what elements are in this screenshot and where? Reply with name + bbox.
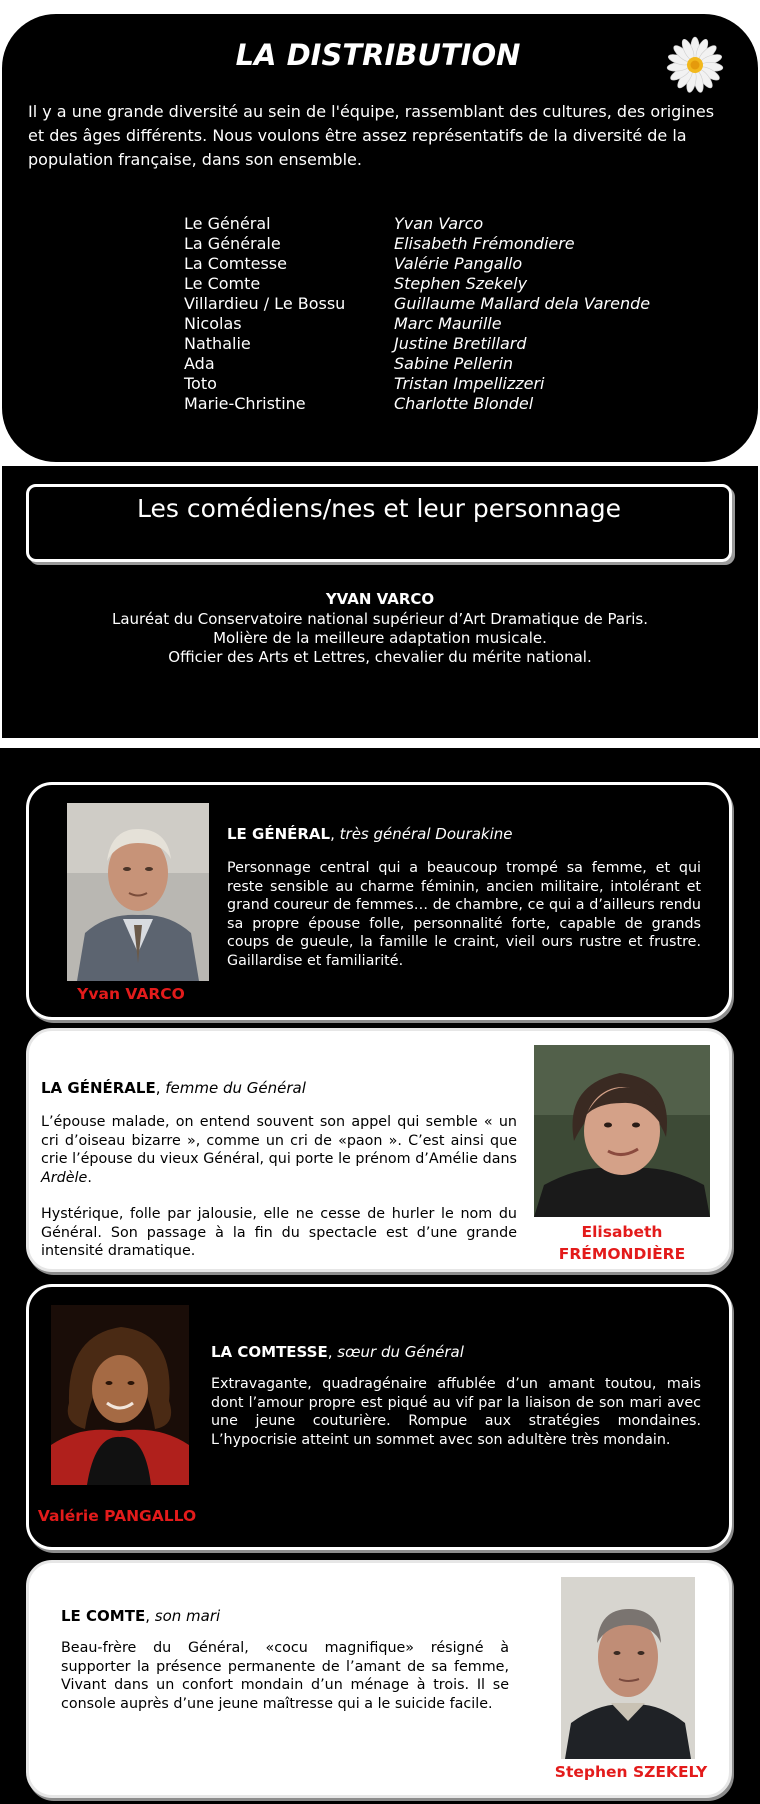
character-card-comtesse — [26, 1284, 732, 1550]
character-subtitle: femme du Général — [165, 1079, 306, 1097]
character-role: LE GÉNÉRAL — [227, 825, 331, 843]
character-description: Hystérique, folle par jalousie, elle ne cesse de hurler le nom du Général. Son passage à la fin du spectacle est d’une grande intensité dramatique. — [41, 1206, 517, 1260]
cast-row — [184, 214, 744, 234]
cast-actor: Guillaume Mallard dela Varende — [394, 294, 651, 313]
actor-first-name: Elisabeth — [581, 1223, 663, 1241]
actor-photo-szekely — [561, 1577, 695, 1759]
character-card-comte — [26, 1560, 732, 1798]
actor-last-name: FRÉMONDIÈRE — [558, 1245, 686, 1263]
cast-actor: Tristan Impellizzeri — [394, 374, 545, 393]
actor-photo-fremondiere — [534, 1045, 710, 1217]
cast-role: La Comtesse — [184, 254, 287, 273]
character-role: LA GÉNÉRALE — [41, 1079, 156, 1097]
cast-role: Le Comte — [184, 274, 261, 293]
character-description: Extravagante, quadragénaire affublée d’un amant toutou, mais dont l’amour propre est piqué au vif par la liaison de son mari avec une jeune couturière. Rompue aux stratégies mondaines. L’hypocrisie atteint un sommet avec son adultère très mondain. — [211, 1376, 701, 1448]
character-role: LE COMTE — [61, 1607, 146, 1625]
actor-name: Yvan VARCO — [77, 985, 185, 1003]
cast-role: Villardieu / Le Bossu — [184, 294, 346, 313]
character-card-generale — [26, 1028, 732, 1272]
character-heading: LE GÉNÉRAL, très général Dourakine — [227, 825, 513, 843]
cast-row — [184, 394, 744, 414]
cast-actor: Elisabeth Frémondiere — [394, 234, 575, 253]
actor-name: Valérie PANGALLO — [37, 1507, 197, 1525]
actor-credit-line: Molière de la meilleure adaptation musicale. — [213, 629, 547, 647]
cast-list — [184, 214, 744, 414]
cast-actor: Sabine Pellerin — [394, 354, 514, 373]
cast-role: La Générale — [184, 234, 281, 253]
distribution-intro: Il y a une grande diversité au sein de l'équipe, rassemblant des cultures, des origines et des âges différents. Nous voulons être assez représentatifs de la diversité de la population française, dans son ensemble. — [28, 102, 715, 169]
character-card-general — [26, 782, 732, 1020]
cast-role: Toto — [184, 374, 217, 393]
cast-actor: Marc Maurille — [394, 314, 502, 333]
actor-name — [541, 1221, 703, 1265]
daisy-flower-icon — [666, 36, 724, 94]
character-role: LA COMTESSE — [211, 1343, 328, 1361]
cast-role: Nathalie — [184, 334, 251, 353]
cast-row — [184, 354, 744, 374]
actor-photo-varco — [67, 803, 209, 981]
cast-role: Le Général — [184, 214, 271, 233]
description-text: L’épouse malade, on entend souvent son appel qui semble « un cri d’oiseau bizarre », comme un cri de «paon ». C’est ainsi que crie l’épouse du vieux Général, qui porte le prénom d’Amélie dans — [41, 1114, 517, 1168]
character-heading: LA GÉNÉRALE, femme du Général — [41, 1079, 306, 1097]
actor-photo-pangallo — [51, 1305, 189, 1485]
cast-role: Marie-Christine — [184, 394, 306, 413]
cast-row — [184, 234, 744, 254]
character-subtitle: sœur du Général — [337, 1343, 464, 1361]
distribution-title: LA DISTRIBUTION — [235, 38, 521, 72]
character-description: Personnage central qui a beaucoup trompé sa femme, et qui reste sensible au charme féminin, ancien militaire, intolérant et grand coureur de femmes… de chambre, ce qui a d’ailleurs rendu sa propre épouse folle, personnalité forte, capable de grands coups de gueule, la famille le craint, vieil ours rustre et frustre. Gaillardise et familiarité. — [227, 860, 701, 969]
character-subtitle: très général Dourakine — [339, 825, 513, 843]
cast-actor: Charlotte Blondel — [394, 394, 534, 413]
cast-role: Ada — [184, 354, 215, 373]
description-text: . — [87, 1169, 92, 1186]
cast-role: Nicolas — [184, 314, 242, 333]
character-description — [41, 1113, 517, 1187]
actor-name: Stephen SZEKELY — [554, 1763, 708, 1781]
cast-row — [184, 334, 744, 354]
cast-actor: Yvan Varco — [394, 214, 484, 233]
comediens-title: Les comédiens/nes et leur personnage — [137, 494, 621, 523]
cast-actor: Valérie Pangallo — [394, 254, 523, 273]
play-title: Ardèle — [41, 1169, 88, 1186]
actor-credit-line: Lauréat du Conservatoire national supérieur d’Art Dramatique de Paris. — [111, 610, 649, 628]
cast-actor: Justine Bretillard — [394, 334, 527, 353]
featured-actor-name: YVAN VARCO — [325, 590, 435, 608]
cast-row — [184, 254, 744, 274]
cast-row — [184, 274, 744, 294]
character-heading: LA COMTESSE, sœur du Général — [211, 1343, 464, 1361]
cast-row — [184, 314, 744, 334]
character-heading: LE COMTE, son mari — [61, 1607, 221, 1625]
cast-row — [184, 294, 744, 314]
character-description: Beau-frère du Général, «cocu magnifique» résigné à supporter la présence permanente de l’amant de sa femme, Vivant dans un confort mondain d’un ménage à trois. Il se console auprès d’une jeune maîtresse qui a le suicide facile. — [61, 1640, 509, 1712]
actor-credit-line: Officier des Arts et Lettres, chevalier du mérite national. — [168, 648, 592, 666]
character-subtitle: son mari — [154, 1607, 221, 1625]
cast-actor: Stephen Szekely — [394, 274, 528, 293]
cast-row — [184, 374, 744, 394]
